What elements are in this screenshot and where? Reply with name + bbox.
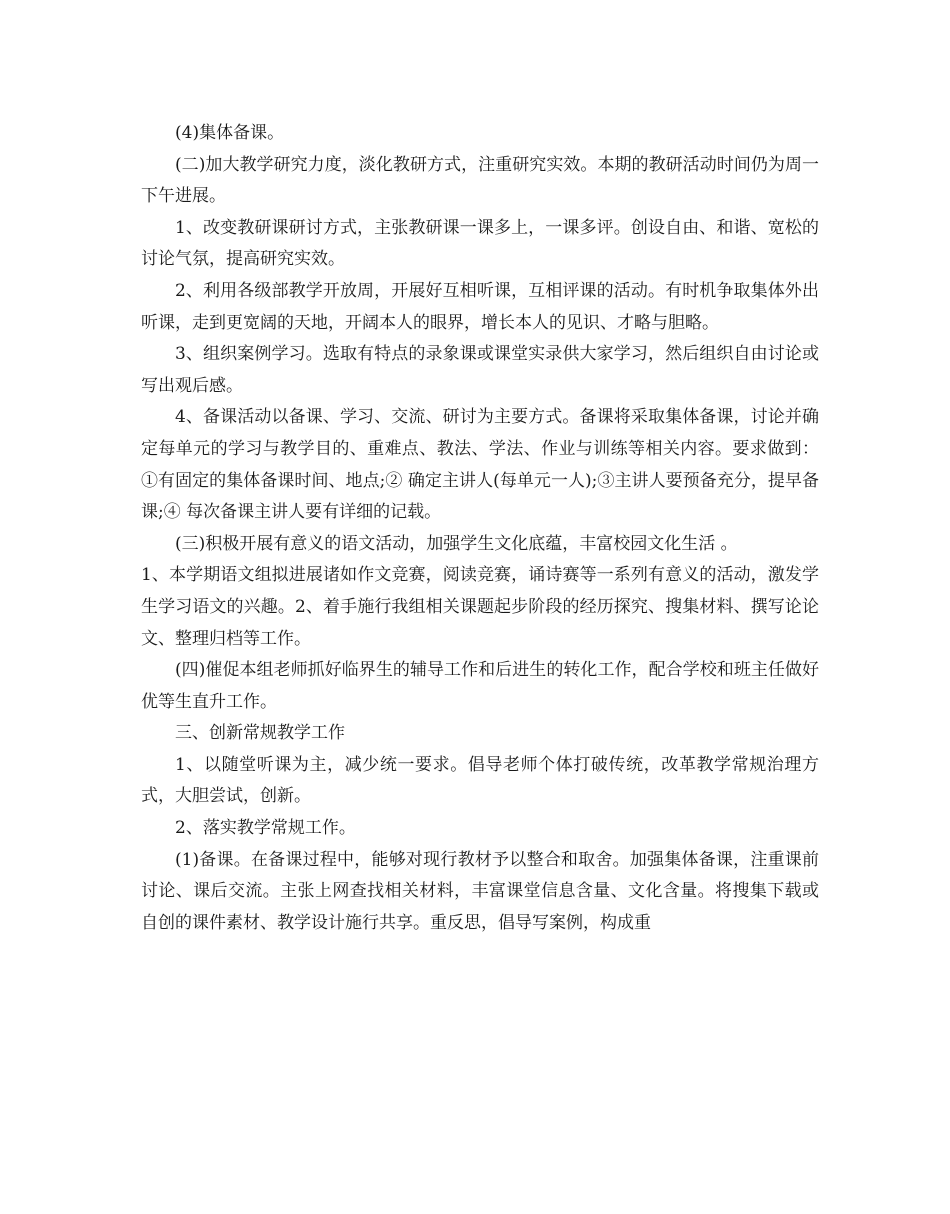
paragraph-section-four: (四)催促本组老师抓好临界生的辅导工作和后进生的转化工作，配合学校和班主任做好优等生直升工作。 [141, 660, 819, 712]
paragraph-section-three-details: 1、本学期语文组拟进展诸如作文竞赛，阅读竞赛，诵诗赛等一系列有意义的活动，激发学生学习语文的兴趣。2、着手施行我组相关课题起步阶段的经历探究、搜集材料、撰写论论文、整理归档等工作。 [141, 565, 819, 649]
paragraph-item-2: 2、利用各级部教学开放周，开展好互相听课，互相评课的活动。有时机争取集体外出听课，走到更宽阔的天地，开阔本人的眼界，增长本人的见识、才略与胆略。 [141, 280, 819, 333]
paragraph-lesson-prep-detail: (1)备课。在备课过程中，能够对现行教材予以整合和取舍。加强集体备课，注重课前讨论、课后交流。主张上网查找相关材料，丰富课堂信息含量、文化含量。将搜集下载或自创的课件素材、教学设计施行共享。重反思，倡导写案例，构成重 [141, 849, 819, 933]
paragraph-routine-item-2: 2、落实教学常规工作。 [175, 818, 356, 839]
paragraph-collective-lesson-prep: (4)集体备课。 [175, 123, 285, 143]
heading-innovate-routine-teaching: 三、创新常规教学工作 [175, 723, 345, 744]
paragraph-item-1: 1、改变教研课研讨方式，主张教研课一课多上，一课多评。创设自由、和谐、宽松的讨论气氛，提高研究实效。 [141, 217, 819, 270]
paragraph-item-3: 3、组织案例学习。选取有特点的录象课或课堂实录供大家学习，然后组织自由讨论或写出观后感。 [141, 344, 819, 396]
document-body [141, 118, 819, 939]
paragraph-item-4: 4、备课活动以备课、学习、交流、研讨为主要方式。备课将采取集体备课，讨论并确定每单元的学习与教学目的、重难点、教法、学法、作业与训练等相关内容。要求做到：①有固定的集体备课时间、地点;② 确定主讲人(每单元一人);③主讲人要预备充分，提早备课;④ 每次备课主讲人要有详细的记载。 [141, 407, 819, 523]
paragraph-section-two: (二)加大教学研究力度，淡化教研方式，注重研究实效。本期的教研活动时间仍为周一下午进展。 [141, 154, 819, 207]
paragraph-section-three: (三)积极开展有意义的语文活动，加强学生文化底蕴，丰富校园文化生活 。 [175, 533, 738, 554]
paragraph-routine-item-1: 1、以随堂听课为主，减少统一要求。倡导老师个体打破传统，改革教学常规治理方式，大胆尝试，创新。 [141, 754, 819, 807]
